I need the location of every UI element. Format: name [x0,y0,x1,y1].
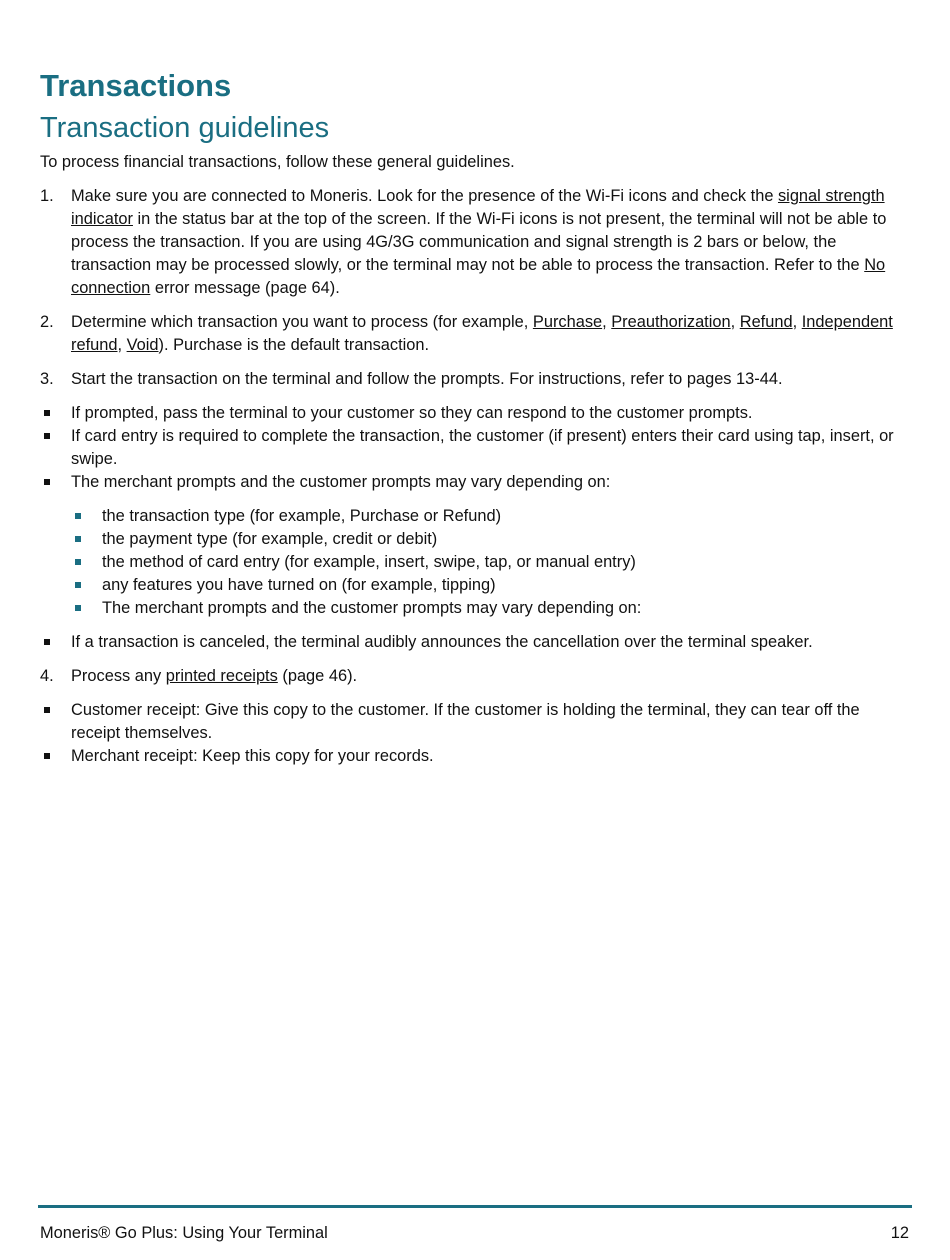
step-text: (page 46). [277,667,358,685]
square-bullet-icon [44,753,50,759]
step-text: ). Purchase is the default transaction. [158,336,430,354]
step-number: 1. [40,187,54,205]
step-2 [40,311,912,357]
void-link[interactable]: Void [126,336,159,354]
bullet-text: If a transaction is canceled, the terminal audibly announces the cancellation over the terminal speaker. [71,633,813,651]
bullet-text: the payment type (for example, credit or debit) [102,530,438,548]
square-bullet-icon [44,410,50,416]
step-text: Determine which transaction you want to process (for example, [71,313,533,331]
square-bullet-icon [44,433,50,439]
step-3-sub-bullets [40,505,912,620]
step-text: Process any [71,667,166,685]
no-connection-link[interactable]: No connection [71,256,886,297]
footer-title: Moneris® Go Plus: Using Your Terminal [40,1224,328,1242]
step-text: in the status bar at the top of the screen. If the Wi-Fi icons is not present, the terminal will not be able to process the transaction. If you are using 4G/3G communication and signal strength is 2 bars or below, the transaction may be processed slowly, or the terminal may not be able to process the transaction. Refer to the [71,210,887,274]
page-number: 12 [890,1224,909,1242]
footer-divider [38,1205,912,1208]
teal-square-bullet-icon [75,513,81,519]
separator: , [730,313,740,331]
step-text: Make sure you are connected to Moneris. Look for the presence of the Wi-Fi icons and check the [71,187,778,205]
list-item [40,699,912,745]
teal-square-bullet-icon [75,582,81,588]
bullet-text: The merchant prompts and the customer prompts may vary depending on: [71,473,611,491]
step-4-bullets [40,699,912,768]
list-item [40,631,912,654]
bullet-text: Merchant receipt: Keep this copy for your records. [71,747,434,765]
section-subheading: Transaction guidelines [40,112,330,144]
list-item [40,745,912,768]
step-number: 3. [40,370,54,388]
purchase-link[interactable]: Purchase [532,313,603,331]
list-item [40,471,912,494]
preauthorization-link[interactable]: Preauthorization [611,313,731,331]
step-text: error message (page 64). [150,279,340,297]
teal-square-bullet-icon [75,559,81,565]
square-bullet-icon [44,707,50,713]
signal-strength-link[interactable]: signal strength indicator [71,187,885,228]
bullet-text: Customer receipt: Give this copy to the customer. If the customer is holding the terminal, they can tear off the receipt themselves. [71,701,860,742]
page-heading: Transactions [40,68,232,103]
step-3-last-bullet [40,631,912,654]
step-number: 2. [40,313,54,331]
teal-square-bullet-icon [75,605,81,611]
step-number: 4. [40,667,54,685]
intro-text: To process financial transactions, follow these general guidelines. [40,153,515,171]
bullet-text: the transaction type (for example, Purchase or Refund) [102,507,502,525]
list-item [71,505,912,528]
step-3-bullets [40,402,912,494]
list-item [71,597,912,620]
bullet-text: the method of card entry (for example, insert, swipe, tap, or manual entry) [102,553,636,571]
list-item [71,528,912,551]
separator: , [602,313,612,331]
step-3 [40,368,912,391]
printed-receipts-link[interactable]: printed receipts [165,667,278,685]
square-bullet-icon [44,479,50,485]
square-bullet-icon [44,639,50,645]
list-item [40,402,912,425]
bullet-text: The merchant prompts and the customer prompts may vary depending on: [102,599,642,617]
teal-square-bullet-icon [75,536,81,542]
list-item [40,425,912,471]
bullet-text: If prompted, pass the terminal to your customer so they can respond to the customer prompts. [71,404,753,422]
refund-link[interactable]: Refund [739,313,793,331]
list-item [71,551,912,574]
bullet-text: If card entry is required to complete the transaction, the customer (if present) enters their card using tap, insert, or swipe. [71,427,894,468]
guidelines-list [40,185,912,779]
step-1 [40,185,912,300]
list-item [71,574,912,597]
separator: , [792,313,802,331]
separator: , [117,336,127,354]
step-text: Start the transaction on the terminal and follow the prompts. For instructions, refer to pages 13-44. [71,370,783,388]
independent-refund-link[interactable]: Independent refund [71,313,893,354]
bullet-text: any features you have turned on (for example, tipping) [102,576,496,594]
step-4 [40,665,912,688]
